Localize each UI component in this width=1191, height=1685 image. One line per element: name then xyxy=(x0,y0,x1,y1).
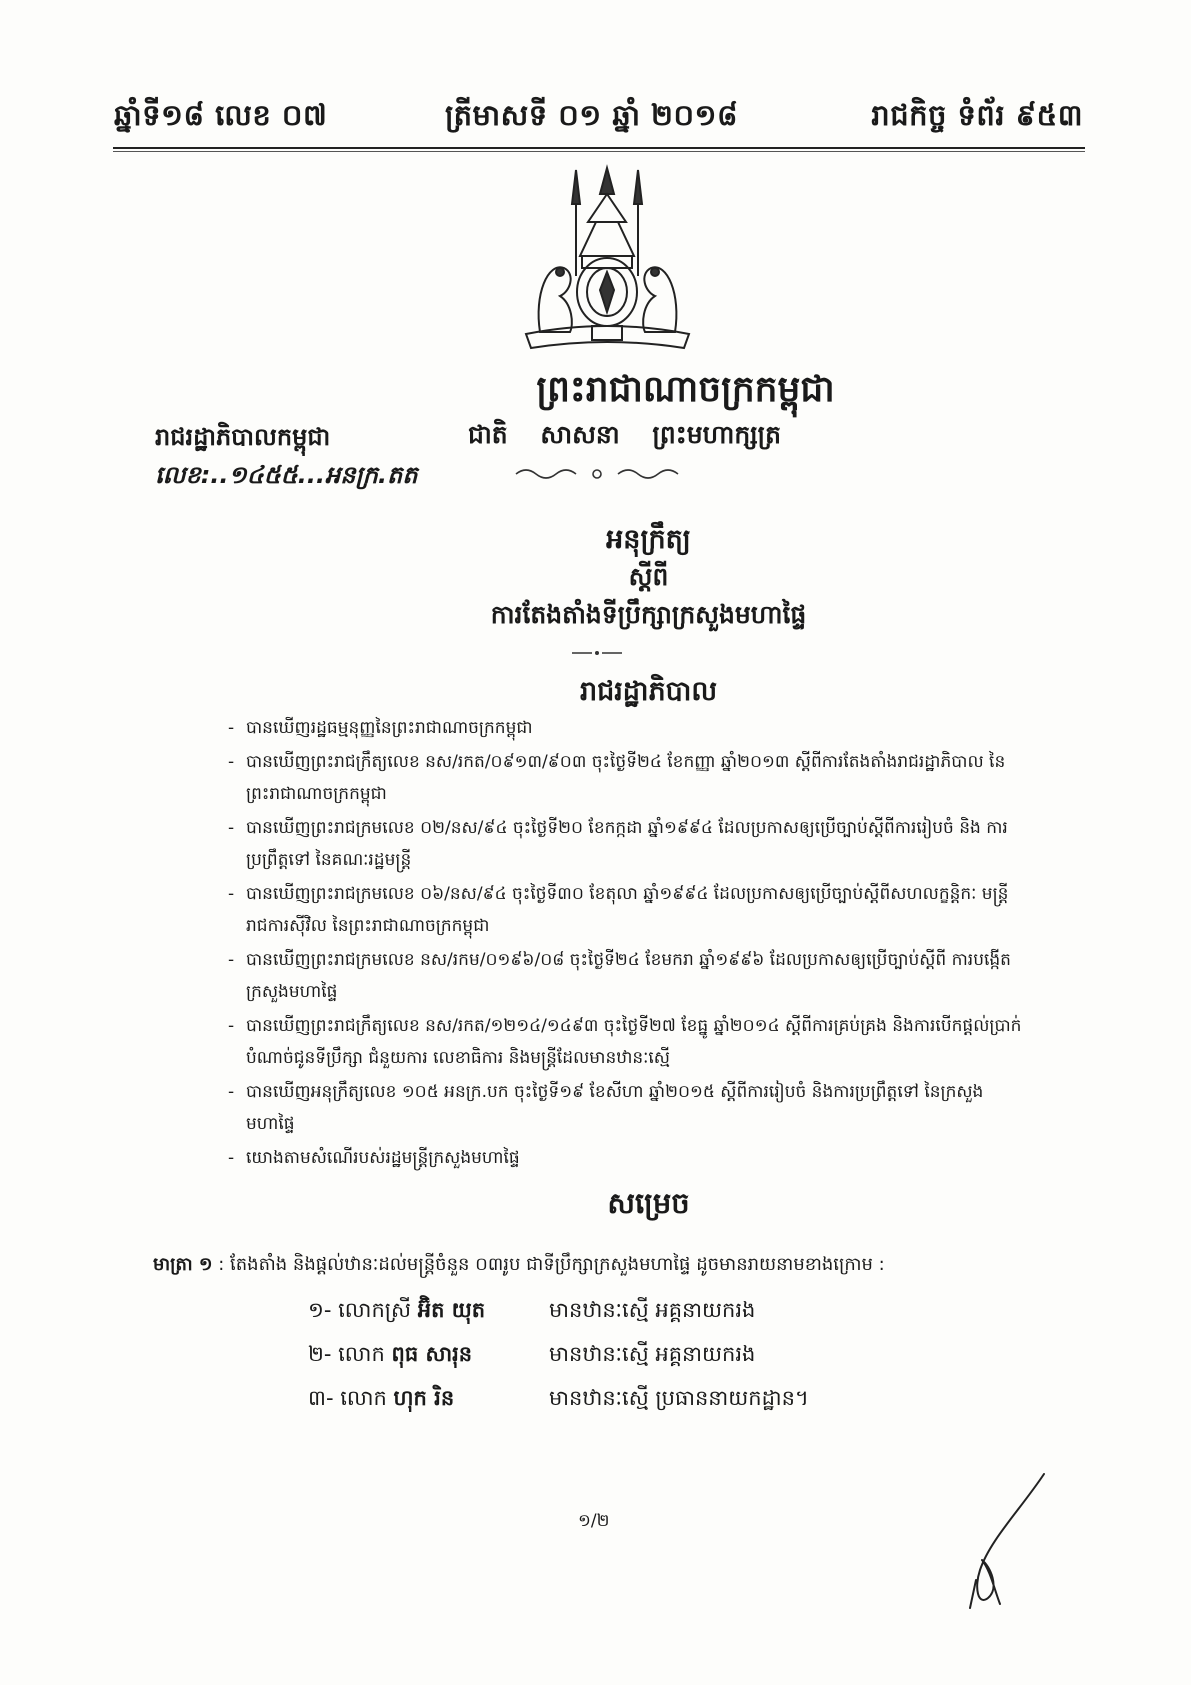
whereas-item: - យោងតាមសំណើរបស់រដ្ឋមន្ត្រីក្រសួងមហាផ្ទៃ xyxy=(228,1148,520,1168)
whereas-text: បានឃើញព្រះរាជក្រមលេខ ០២/នស/៩៤ ចុះថ្ងៃទី២០ ខែកក្កដា ឆ្នាំ១៩៩៤ ដែលប្រកាសឲ្យប្រើច្បាប់ស្តីពីការរៀបចំ និង ការប្រព្រឹត្តទៅ នៃគណៈរដ្ឋមន្ត្រី xyxy=(246,818,1008,870)
official-row xyxy=(308,1341,908,1385)
small-divider-icon xyxy=(570,650,624,656)
kingdom-name: ព្រះរាជាណាចក្រកម្ពុជា xyxy=(536,369,835,410)
article-1 xyxy=(153,1252,885,1279)
article-label: មាត្រា ១ xyxy=(153,1254,213,1275)
government-heading: រាជរដ្ឋាភិបាល xyxy=(579,676,718,707)
whereas-text: បានឃើញអនុក្រឹត្យលេខ ១០៥ អនក្រ.បក ចុះថ្ងៃទី១៩ ខែសីហា ឆ្នាំ២០១៥ ស្តីពីការរៀបចំ និងការប្រព្រឹត្តទៅ នៃក្រសួងមហាផ្ទៃ xyxy=(246,1082,984,1134)
header-divider xyxy=(113,147,1085,152)
whereas-item: - បានឃើញព្រះរាជក្រឹត្យលេខ នស/រកត/០៩១៣/៩០៣ ចុះថ្ងៃទី២៤ ខែកញ្ញា ឆ្នាំ២០១៣ ស្តីពីការតែងតាំងរាជរដ្ឋាភិបាល នៃព្រះរាជាណាចក្រកម្ពុជា xyxy=(228,752,1006,804)
royal-coat-of-arms-icon xyxy=(520,164,695,354)
decree-about: ស្តីពី xyxy=(628,562,669,591)
whereas-text: បានឃើញព្រះរាជក្រមលេខ ០៦/នស/៩៤ ចុះថ្ងៃទី៣០ ខែតុលា ឆ្នាំ១៩៩៤ ដែលប្រកាសឲ្យប្រើច្បាប់ស្តីពីសហលក្ខន្តិកៈ មន្ត្រីរាជការស៊ីវិល នៃព្រះរាជាណាចក្រកម្ពុជា xyxy=(246,884,1009,936)
official-row xyxy=(308,1385,908,1429)
whereas-item: - បានឃើញព្រះរាជក្រមលេខ ០២/នស/៩៤ ចុះថ្ងៃទី២០ ខែកក្កដា ឆ្នាំ១៩៩៤ ដែលប្រកាសឲ្យប្រើច្បាប់ស្តីពីការរៀបចំ និង ការប្រព្រឹត្តទៅ នៃគណៈរដ្ឋមន្ត្រី xyxy=(228,818,1008,870)
whereas-item: - បានឃើញអនុក្រឹត្យលេខ ១០៥ អនក្រ.បក ចុះថ្ងៃទី១៩ ខែសីហា ឆ្នាំ២០១៥ ស្តីពីការរៀបចំ និងការប្រព្រឹត្តទៅ នៃក្រសួងមហាផ្ទៃ xyxy=(228,1082,984,1134)
government-name: រាជរដ្ឋាភិបាលកម្ពុជា xyxy=(155,423,331,451)
national-motto: ជាតិ សាសនា ព្រះមហាក្សត្រ xyxy=(468,420,781,449)
officials-list xyxy=(308,1297,908,1429)
whereas-text: យោងតាមសំណើរបស់រដ្ឋមន្ត្រីក្រសួងមហាផ្ទៃ xyxy=(246,1148,520,1168)
whereas-text: បានឃើញព្រះរាជក្រឹត្យលេខ នស/រកត/០៩១៣/៩០៣ ចុះថ្ងៃទី២៤ ខែកញ្ញា ឆ្នាំ២០១៣ ស្តីពីការតែងតាំងរាជរដ្ឋាភិបាល នៃព្រះរាជាណាចក្រកម្ពុជា xyxy=(246,752,1006,804)
official-row xyxy=(308,1297,908,1341)
official-rank: មានឋានៈស្មើ អគ្គនាយករង xyxy=(549,1298,756,1322)
ornament-divider-icon xyxy=(512,466,682,482)
decree-title: អនុក្រឹត្យ xyxy=(606,524,691,555)
page-number: ១/២ xyxy=(578,1511,610,1531)
decides-heading: សម្រេច xyxy=(607,1186,690,1220)
official-rank: មានឋានៈស្មើ អគ្គនាយករង xyxy=(549,1342,756,1366)
whereas-text: បានឃើញព្រះរាជក្រមលេខ នស/រកម/០១៩៦/០៨ ចុះថ្ងៃទី២៤ ខែមករា ឆ្នាំ១៩៩៦ ដែលប្រកាសឲ្យប្រើច្បាប់ស្តីពី ការបង្កើតក្រសួងមហាផ្ទៃ xyxy=(246,950,1011,1002)
header-quarter: ត្រីមាសទី ០១ ឆ្នាំ ២០១៨ xyxy=(445,98,739,132)
whereas-text: បានឃើញរដ្ឋធម្មនុញ្ញនៃព្រះរាជាណាចក្រកម្ពុជា xyxy=(246,718,533,738)
decree-subject: ការតែងតាំងទីប្រឹក្សាក្រសួងមហាផ្ទៃ xyxy=(490,600,807,629)
header-year-issue: ឆ្នាំទី១៨ លេខ ០៧ xyxy=(114,98,328,132)
signature-icon xyxy=(960,1470,1050,1610)
header-gazette-page: រាជកិច្ច ទំព័រ ៩៥៣ xyxy=(871,98,1083,132)
whereas-item: - បានឃើញព្រះរាជក្រមលេខ នស/រកម/០១៩៦/០៨ ចុះថ្ងៃទី២៤ ខែមករា ឆ្នាំ១៩៩៦ ដែលប្រកាសឲ្យប្រើច្បាប់ស្តីពី ការបង្កើតក្រសួងមហាផ្ទៃ xyxy=(228,950,1011,1002)
whereas-list xyxy=(230,712,1030,1176)
whereas-item: - បានឃើញព្រះរាជក្រមលេខ ០៦/នស/៩៤ ចុះថ្ងៃទី៣០ ខែតុលា ឆ្នាំ១៩៩៤ ដែលប្រកាសឲ្យប្រើច្បាប់ស្តីពីសហលក្ខន្តិកៈ មន្ត្រីរាជការស៊ីវិល នៃព្រះរាជាណាចក្រកម្ពុជា xyxy=(228,884,1009,936)
official-name: ១- លោកស្រី អ៊ិត យុត xyxy=(308,1298,486,1322)
official-name: ២- លោក ពុធ សារុន xyxy=(308,1342,473,1366)
decree-number: លេខ:..១៤៥៥...អនក្រ.តត xyxy=(155,461,418,489)
official-name: ៣- លោក ហុក រិន xyxy=(308,1386,455,1410)
whereas-item: - បានឃើញរដ្ឋធម្មនុញ្ញនៃព្រះរាជាណាចក្រកម្ពុជា xyxy=(228,718,533,738)
whereas-text: បានឃើញព្រះរាជក្រឹត្យលេខ នស/រកត/១២១៤/១៤៩៣ ចុះថ្ងៃទី២៧ ខែធ្នូ ឆ្នាំ២០១៤ ស្តីពីការគ្រប់គ្រង និងការបើកផ្តល់ប្រាក់ បំណាច់ជូនទីប្រឹក្សា ជំនួយការ លេខាធិការ និងមន្ត្រីដែលមានឋានៈស្មើ xyxy=(246,1016,1022,1068)
whereas-item: - បានឃើញព្រះរាជក្រឹត្យលេខ នស/រកត/១២១៤/១៤៩៣ ចុះថ្ងៃទី២៧ ខែធ្នូ ឆ្នាំ២០១៤ ស្តីពីការគ្រប់គ្រង និងការបើកផ្តល់ប្រាក់ បំណាច់ជូនទីប្រឹក្សា ជំនួយការ លេខាធិការ និងមន្ត្រីដែលមានឋានៈស្មើ xyxy=(228,1016,1022,1068)
article-text: : តែងតាំង និងផ្តល់ឋានៈដល់មន្ត្រីចំនួន ០៣រូប ជាទីប្រឹក្សាក្រសួងមហាផ្ទៃ ដូចមានរាយនាមខាងក្រោម : xyxy=(212,1254,885,1275)
official-rank: មានឋានៈស្មើ ប្រធាននាយកដ្ឋាន។ xyxy=(549,1386,809,1410)
